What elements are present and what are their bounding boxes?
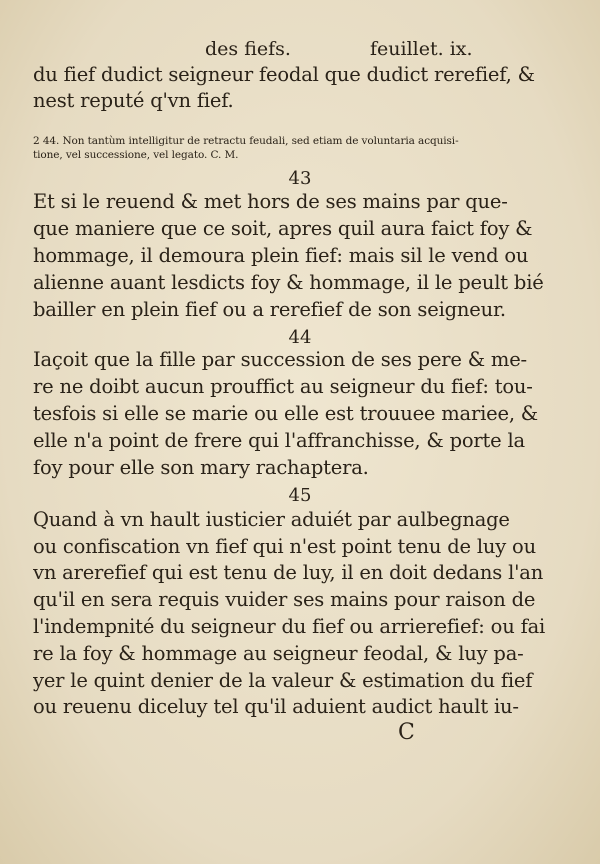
text-line: ou reuenu diceluy tel qu'il aduient audict hault iu- xyxy=(33,695,519,718)
article-number: 44 xyxy=(288,327,312,348)
text-line: que maniere que ce soit, apres quil aura faict foy & xyxy=(33,217,533,240)
text-line: bailler en plein fief ou a rerefief de son seigneur. xyxy=(33,298,506,321)
text-line: ou confiscation vn fief qui n'est point tenu de luy ou xyxy=(33,535,536,558)
text-line: yer le quint denier de la valeur & estimation du fief xyxy=(33,669,533,692)
marginal-note-line: 2 44. Non tantùm intelligitur de retractu feudali, sed etiam de voluntaria acquisi- xyxy=(33,135,459,147)
signature-mark: C xyxy=(398,720,415,745)
article-number: 43 xyxy=(288,168,312,189)
text-line: elle n'a point de frere qui l'affranchisse, & porte la xyxy=(33,429,525,452)
marginal-note-line: tione, vel successione, vel legato. C. M. xyxy=(33,149,239,161)
text-line: hommage, il demoura plein fief: mais sil le vend ou xyxy=(33,244,529,267)
text-line: Quand à vn hault iusticier aduiét par aulbegnage xyxy=(33,508,510,531)
text-line: re ne doibt aucun prouffict au seigneur du fief: tou- xyxy=(33,375,533,398)
running-title: des fiefs. xyxy=(205,38,291,60)
running-head xyxy=(0,34,600,64)
text-line: l'indempnité du seigneur du fief ou arrierefief: ou fai xyxy=(33,615,546,638)
text-line: tesfois si elle se marie ou elle est trouuee mariee, & xyxy=(33,402,538,425)
text-line: qu'il en sera requis vuider ses mains pour raison de xyxy=(33,588,536,611)
text-line: re la foy & hommage au seigneur feodal, & luy pa- xyxy=(33,642,524,665)
text-line: foy pour elle son mary rachaptera. xyxy=(33,456,369,479)
text-line: Iaçoit que la fille par succession de ses pere & me- xyxy=(33,348,527,371)
text-line: Et si le reuend & met hors de ses mains par que- xyxy=(33,190,508,213)
text-line: nest reputé q'vn fief. xyxy=(33,89,234,112)
text-line: alienne auant lesdicts foy & hommage, il le peult bié xyxy=(33,271,544,294)
article-number: 45 xyxy=(288,485,312,506)
folio-number: feuillet. ix. xyxy=(370,38,473,60)
text-line: du fief dudict seigneur feodal que dudict rerefief, & xyxy=(33,63,535,86)
text-line: vn arerefief qui est tenu de luy, il en doit dedans l'an xyxy=(33,561,544,584)
